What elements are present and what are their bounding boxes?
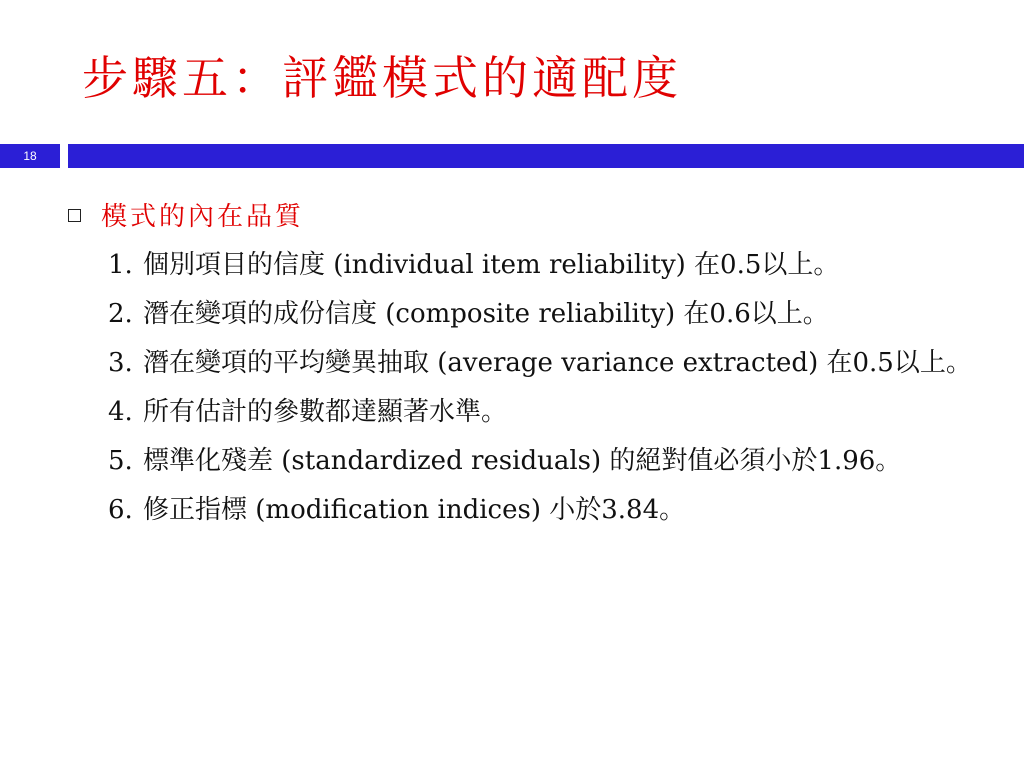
list-item-text: 修正指標 (modification indices) 小於3.84。 (143, 495, 686, 526)
hollow-square-bullet-icon (68, 209, 81, 222)
bullet-heading (68, 196, 304, 233)
list-item-number: 4. (108, 397, 133, 428)
slide-number-badge: 18 (0, 144, 60, 168)
bullet-heading-text: 模式的內在品質 (101, 202, 305, 232)
list-item-number: 3. (108, 348, 133, 379)
list-item-number: 1. (108, 250, 133, 280)
list-item-text: 潛在變項的成份信度 (composite reliability) 在0.6以上。 (143, 299, 829, 330)
list-item-number: 5. (108, 446, 133, 477)
criteria-list (108, 248, 988, 543)
list-item (108, 395, 988, 430)
list-item-text: 所有估計的參數都達顯著水準。 (143, 397, 508, 428)
list-item (108, 248, 988, 283)
list-item (108, 493, 988, 528)
title-divider-bar (68, 144, 1024, 168)
list-item-text: 標準化殘差 (standardized residuals) 的絕對值必須小於1.96。 (143, 446, 902, 477)
list-item-number: 2. (108, 299, 133, 330)
list-item (108, 444, 988, 479)
list-item (108, 346, 988, 381)
list-item-text: 個別項目的信度 (individual item reliability) 在0.5以上。 (143, 250, 840, 280)
slide-title: 步驟五：評鑑模式的適配度 (82, 51, 682, 105)
list-item (108, 297, 988, 332)
list-item-number: 6. (108, 495, 133, 526)
list-item-text: 潛在變項的平均變異抽取 (average variance extracted) 在0.5以上。 (143, 348, 972, 379)
